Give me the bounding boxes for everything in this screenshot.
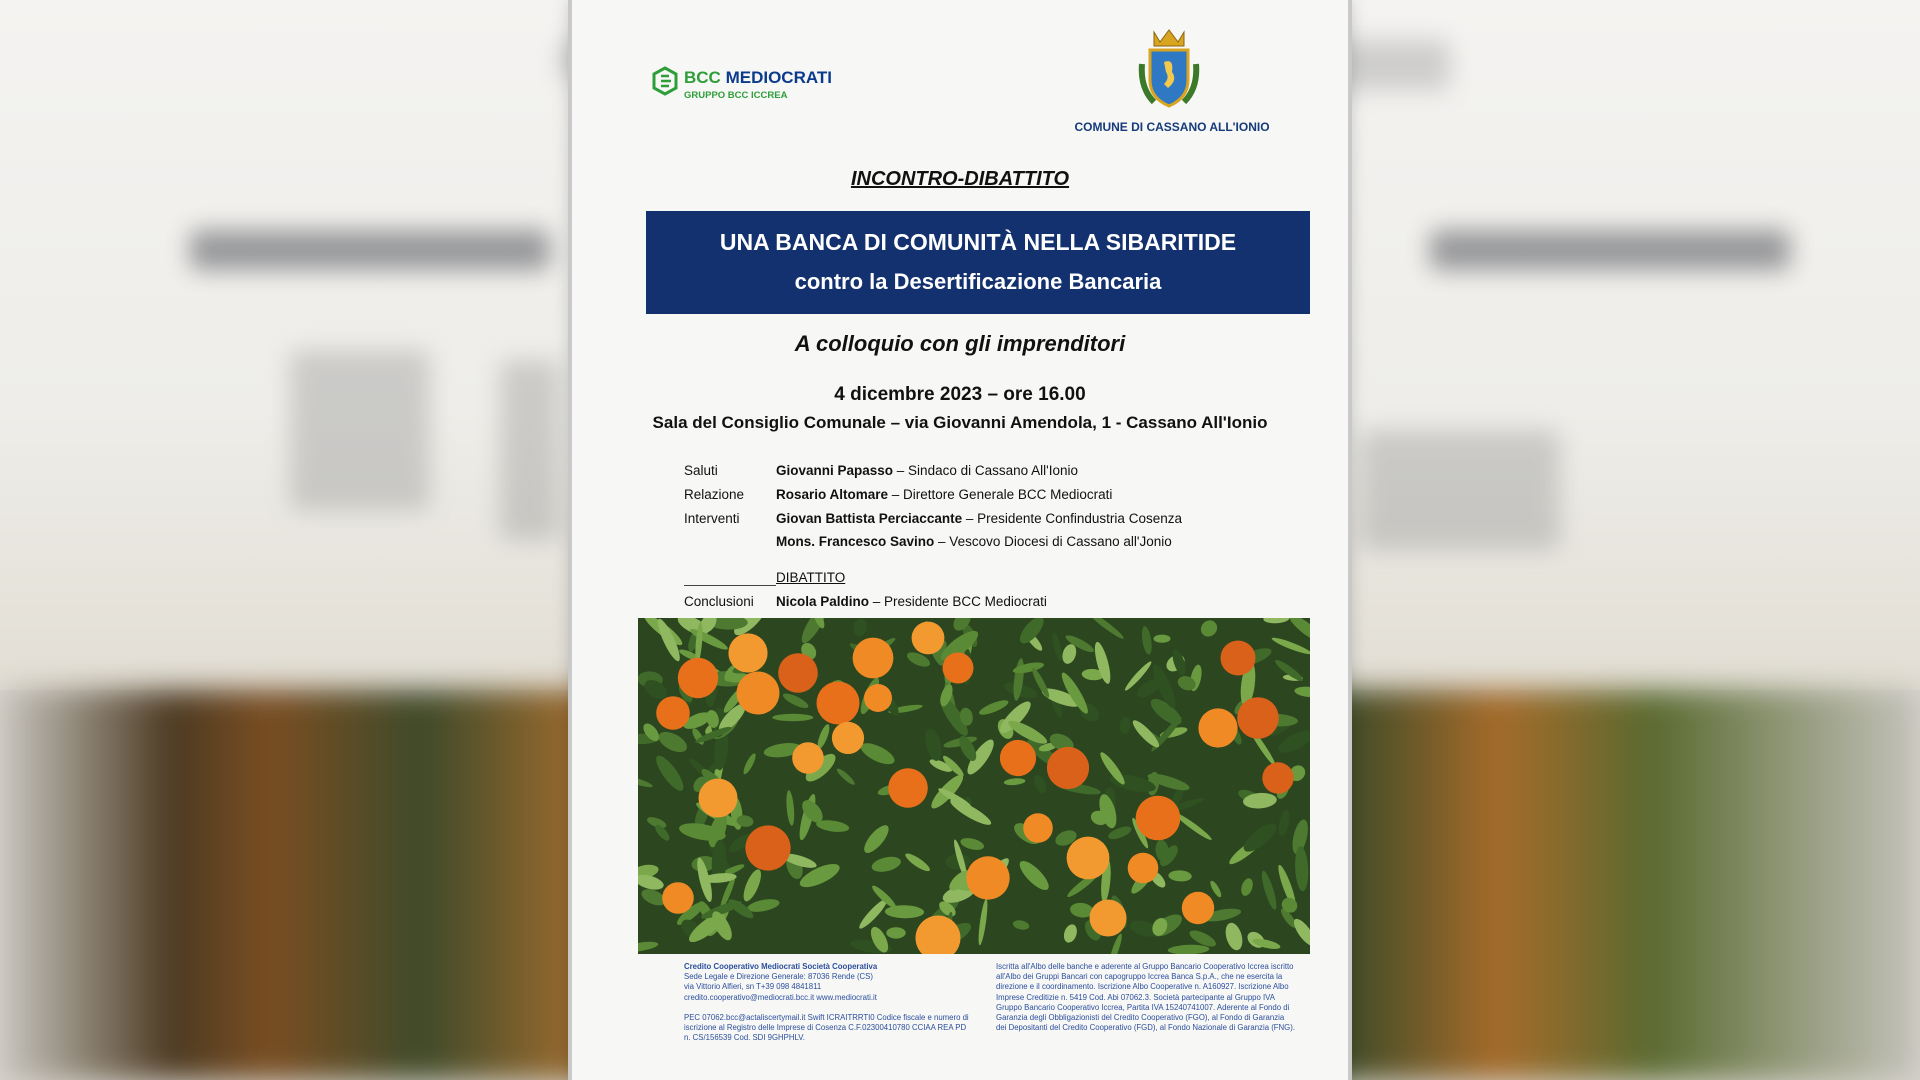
bcc-group: GRUPPO BCC ICCREA	[684, 90, 788, 101]
event-date: 4 dicembre 2023 – ore 16.00	[834, 384, 1086, 405]
program-speaker: Mons. Francesco Savino	[776, 534, 935, 549]
orange-fruit	[745, 825, 790, 870]
program-speaker: Giovan Battista Perciaccante	[776, 511, 963, 526]
program-description: – Vescovo Diocesi di Cassano all'Jonio	[934, 534, 1172, 549]
background-blur-shape	[500, 360, 560, 540]
orange-fruit	[1047, 747, 1089, 789]
orange-fruit	[853, 638, 894, 679]
orange-fruit	[966, 856, 1009, 899]
program-description: – Presidente Confindustria Cosenza	[962, 511, 1182, 526]
bcc-name	[684, 68, 832, 88]
bcc-name-part1: BCC	[684, 68, 721, 87]
dibattito-rule	[684, 585, 776, 586]
background-blur-shape	[1330, 40, 1450, 90]
comune-label: COMUNE DI CASSANO ALL'IONIO	[1074, 120, 1270, 134]
program-description: – Direttore Generale BCC Mediocrati	[888, 487, 1113, 502]
footer-contacts: credito.cooperativo@mediocrati.bcc.it www.mediocrati.it	[684, 992, 877, 1002]
orange-fruit	[1182, 892, 1214, 924]
program-role: Conclusioni	[684, 594, 754, 609]
orange-fruit	[778, 653, 818, 693]
orange-fruit	[662, 882, 694, 914]
orange-tree-illustration	[638, 618, 1310, 954]
orange-fruit	[1262, 762, 1293, 793]
orange-fruit	[1128, 853, 1159, 884]
program-role: Interventi	[684, 511, 740, 526]
footer-street: via Vittorio Alfieri, sn T+39 098 4841811	[684, 982, 822, 992]
orange-fruit	[1000, 740, 1036, 776]
program-role: Saluti	[684, 463, 718, 478]
orange-fruit	[737, 672, 780, 715]
orange-fruit	[792, 742, 824, 774]
orange-fruit	[817, 682, 860, 725]
title-banner	[646, 211, 1310, 314]
comune-crest-icon	[1134, 28, 1204, 112]
footer-legal-left: PEC 07062.bcc@actaliscertymail.it Swift ICRAITRRTI0 Codice fiscale e numero di iscrizione al Registro delle Imprese di Cosenza C.F.02300410780 CCIAA REA PD n. CS/156539 Cod. SDI 9GHPHLV.	[684, 1012, 969, 1043]
background-blur-shape	[1430, 230, 1790, 270]
background-blur-shape	[290, 350, 430, 510]
orange-fruit	[678, 658, 718, 698]
orange-fruit	[832, 722, 864, 754]
dibattito-label: DIBATTITO	[776, 570, 846, 585]
orange-tree-photo	[638, 618, 1310, 954]
orange-fruit	[888, 768, 928, 808]
orange-fruit	[1198, 708, 1237, 747]
footer-company-name: Credito Cooperativo Mediocrati Società Cooperativa	[684, 962, 878, 971]
orange-fruit	[1237, 697, 1279, 739]
program-speaker: Rosario Altomare	[776, 487, 889, 502]
background-blur-shape	[1360, 430, 1560, 550]
footer-legal-right: Iscritta all'Albo delle banche e aderente al Gruppo Bancario Cooperativo Iccrea iscritto all'Albo dei Gruppi Bancari con capogruppo Iccrea Banca S.p.A., che ne esercita la direzione e il coordinamento. Iscrizione Albo Cooperative n. A160927. Iscrizione Albo Imprese Creditizie n. 5419 Cod. Abi 07062.3. Società partecipante al Gruppo IVA Gruppo Bancario Cooperativo Iccrea, Partita IVA 15240741007. Aderente al Fondo di Garanzia degli Obbligazionisti del Credito Cooperativo (FGO), al Fondo di Garanzia dei Depositanti del Credito Cooperativo (FGD), al Fondo Nazionale di Garanzia (FNG).	[996, 962, 1296, 1033]
event-venue: Sala del Consiglio Comunale – via Giovanni Amendola, 1 - Cassano All'Ionio	[652, 413, 1268, 432]
leaf	[1154, 635, 1171, 643]
event-kicker: INCONTRO-DIBATTITO	[850, 168, 1070, 190]
program-speaker: Nicola Paldino	[776, 594, 870, 609]
program-description: – Sindaco di Cassano All'Ionio	[893, 463, 1078, 478]
orange-fruit	[864, 684, 892, 712]
program-role: Relazione	[684, 487, 745, 502]
event-title-line2: contro la Desertificazione Bancaria	[794, 269, 1162, 294]
program-speaker: Giovanni Papasso	[776, 463, 894, 478]
event-subtitle: A colloquio con gli imprenditori	[794, 331, 1126, 356]
orange-fruit	[699, 779, 738, 818]
footer-right	[996, 962, 1296, 1033]
orange-fruit	[1023, 813, 1053, 843]
background-blur-shape	[190, 230, 550, 270]
orange-fruit	[656, 696, 690, 730]
program-description: – Presidente BCC Mediocrati	[869, 594, 1047, 609]
bcc-logo	[650, 64, 860, 104]
event-title: UNA BANCA DI COMUNITÀ NELLA SIBARITIDE	[719, 229, 1237, 255]
orange-fruit	[912, 622, 945, 655]
orange-fruit	[728, 633, 767, 672]
bcc-mark-icon	[650, 66, 680, 96]
bcc-name-part2: MEDIOCRATI	[725, 68, 832, 87]
leaf	[772, 714, 813, 721]
footer-address: Sede Legale e Direzione Generale: 87036 Rende (CS)	[684, 972, 873, 982]
leaf	[886, 927, 905, 938]
orange-fruit	[1067, 837, 1110, 880]
orange-fruit	[943, 653, 974, 684]
footer-left	[684, 962, 974, 1043]
orange-fruit	[1136, 796, 1181, 841]
event-poster	[572, 0, 1348, 1080]
orange-fruit	[1221, 641, 1256, 676]
orange-fruit	[1090, 900, 1127, 937]
